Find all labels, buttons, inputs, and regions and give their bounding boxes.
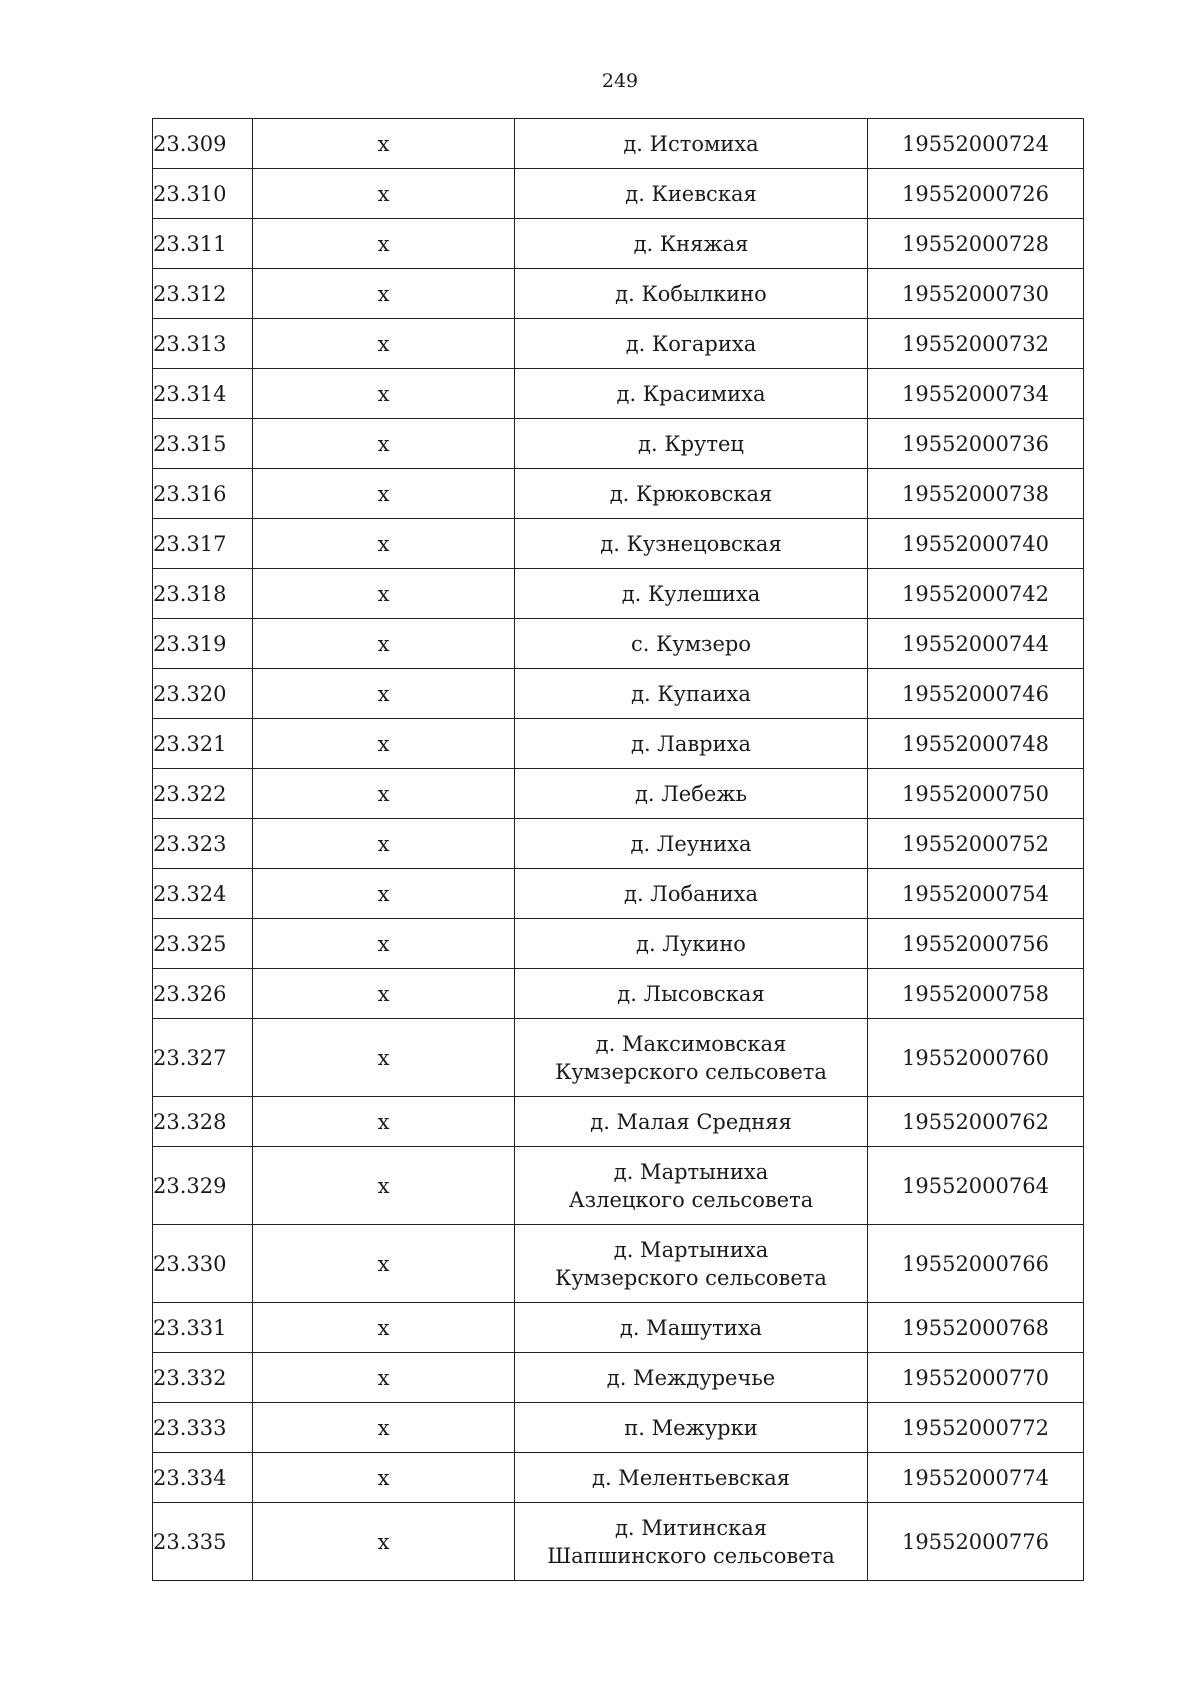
settlement-name-line: д. Максимовская	[595, 1031, 787, 1056]
settlement-name-cell	[515, 1353, 868, 1403]
oktmo-code-cell: 19552000768	[868, 1303, 1084, 1353]
row-number-cell: 23.324	[153, 869, 253, 919]
settlement-name-line: д. Красимиха	[616, 381, 766, 406]
settlement-name-cell	[515, 169, 868, 219]
row-number-cell: 23.318	[153, 569, 253, 619]
mark-cell: x	[253, 219, 515, 269]
settlement-name-cell	[515, 1019, 868, 1097]
row-number-cell: 23.326	[153, 969, 253, 1019]
settlement-name-line: Азлецкого сельсовета	[568, 1187, 814, 1212]
mark-cell: x	[253, 169, 515, 219]
table-row	[153, 1019, 1084, 1097]
row-number-cell: 23.309	[153, 119, 253, 169]
settlement-name-line: д. Купаиха	[631, 681, 751, 706]
row-number-cell: 23.323	[153, 819, 253, 869]
row-number-cell: 23.329	[153, 1147, 253, 1225]
row-number-cell: 23.327	[153, 1019, 253, 1097]
settlement-name-line: с. Кумзеро	[630, 631, 752, 656]
mark-cell: x	[253, 919, 515, 969]
mark-cell: x	[253, 1353, 515, 1403]
mark-cell: x	[253, 819, 515, 869]
mark-cell: x	[253, 1225, 515, 1303]
mark-cell: x	[253, 269, 515, 319]
settlement-name-cell	[515, 819, 868, 869]
settlement-name-cell	[515, 919, 868, 969]
row-number-cell: 23.314	[153, 369, 253, 419]
row-number-cell: 23.310	[153, 169, 253, 219]
settlement-name-line: д. Крюковская	[609, 481, 773, 506]
settlement-name-line: д. Крутец	[638, 431, 744, 456]
mark-cell: x	[253, 719, 515, 769]
settlement-name-line: д. Междуречье	[606, 1365, 776, 1390]
settlement-name-cell	[515, 419, 868, 469]
table-row	[153, 819, 1084, 869]
settlement-name-cell	[515, 319, 868, 369]
oktmo-code-cell: 19552000734	[868, 369, 1084, 419]
oktmo-code-cell: 19552000740	[868, 519, 1084, 569]
settlement-name-cell	[515, 669, 868, 719]
oktmo-code-cell: 19552000762	[868, 1097, 1084, 1147]
table-row	[153, 1403, 1084, 1453]
row-number-cell: 23.321	[153, 719, 253, 769]
oktmo-code-cell: 19552000756	[868, 919, 1084, 969]
settlement-name-line: д. Мелентьевская	[592, 1465, 790, 1490]
oktmo-code-cell: 19552000742	[868, 569, 1084, 619]
settlement-name-cell	[515, 1147, 868, 1225]
settlement-name-cell	[515, 1403, 868, 1453]
settlement-name-cell	[515, 119, 868, 169]
table-row	[153, 519, 1084, 569]
oktmo-code-cell: 19552000772	[868, 1403, 1084, 1453]
table-row	[153, 419, 1084, 469]
table-row	[153, 1147, 1084, 1225]
oktmo-code-cell: 19552000738	[868, 469, 1084, 519]
oktmo-code-cell: 19552000764	[868, 1147, 1084, 1225]
row-number-cell: 23.317	[153, 519, 253, 569]
table-row	[153, 469, 1084, 519]
settlement-name-line: Шапшинского сельсовета	[547, 1543, 835, 1568]
mark-cell: x	[253, 969, 515, 1019]
oktmo-code-cell: 19552000758	[868, 969, 1084, 1019]
mark-cell: x	[253, 1019, 515, 1097]
row-number-cell: 23.316	[153, 469, 253, 519]
settlement-name-line: д. Истомиха	[623, 131, 759, 156]
oktmo-code-cell: 19552000724	[868, 119, 1084, 169]
mark-cell: x	[253, 669, 515, 719]
settlement-name-cell	[515, 269, 868, 319]
settlement-name-cell	[515, 219, 868, 269]
table-row	[153, 769, 1084, 819]
row-number-cell: 23.330	[153, 1225, 253, 1303]
row-number-cell: 23.322	[153, 769, 253, 819]
oktmo-code-cell: 19552000732	[868, 319, 1084, 369]
settlement-name-line: д. Митинская	[614, 1515, 768, 1540]
settlement-name-line: д. Лавриха	[631, 731, 751, 756]
settlement-name-cell	[515, 1097, 868, 1147]
settlement-name-cell	[515, 369, 868, 419]
table-body	[153, 119, 1084, 1581]
row-number-cell: 23.313	[153, 319, 253, 369]
settlement-name-line: д. Кулешиха	[621, 581, 761, 606]
settlement-name-line: д. Малая Средняя	[590, 1109, 792, 1134]
row-number-cell: 23.312	[153, 269, 253, 319]
settlement-name-cell	[515, 469, 868, 519]
settlement-name-line: Кумзерского сельсовета	[555, 1265, 827, 1290]
mark-cell: x	[253, 1147, 515, 1225]
table-row	[153, 919, 1084, 969]
mark-cell: x	[253, 319, 515, 369]
oktmo-code-cell: 19552000752	[868, 819, 1084, 869]
row-number-cell: 23.333	[153, 1403, 253, 1453]
row-number-cell: 23.334	[153, 1453, 253, 1503]
page-number: 249	[601, 70, 639, 92]
settlement-name-cell	[515, 769, 868, 819]
table-row	[153, 169, 1084, 219]
mark-cell: x	[253, 469, 515, 519]
settlement-name-line: Кумзерского сельсовета	[555, 1059, 827, 1084]
settlement-name-line: д. Кузнецовская	[600, 531, 782, 556]
oktmo-code-cell: 19552000748	[868, 719, 1084, 769]
oktmo-code-cell: 19552000774	[868, 1453, 1084, 1503]
settlement-name-line: д. Лысовская	[617, 981, 765, 1006]
settlement-name-line: д. Лобаниха	[624, 881, 758, 906]
settlement-name-line: д. Когариха	[625, 331, 757, 356]
settlement-name-cell	[515, 969, 868, 1019]
mark-cell: x	[253, 419, 515, 469]
oktmo-code-cell: 19552000730	[868, 269, 1084, 319]
mark-cell: x	[253, 619, 515, 669]
settlement-name-line: д. Киевская	[625, 181, 757, 206]
table-row	[153, 619, 1084, 669]
row-number-cell: 23.325	[153, 919, 253, 969]
settlement-name-line: д. Мартыниха	[613, 1159, 769, 1184]
row-number-cell: 23.315	[153, 419, 253, 469]
oktmo-code-cell: 19552000746	[868, 669, 1084, 719]
oktmo-code-cell: 19552000760	[868, 1019, 1084, 1097]
settlement-name-line: п. Межурки	[624, 1415, 758, 1440]
table-row	[153, 1453, 1084, 1503]
row-number-cell: 23.328	[153, 1097, 253, 1147]
mark-cell: x	[253, 569, 515, 619]
table-row	[153, 219, 1084, 269]
table-row	[153, 1503, 1084, 1581]
table-row	[153, 869, 1084, 919]
settlement-name-cell	[515, 569, 868, 619]
row-number-cell: 23.320	[153, 669, 253, 719]
mark-cell: x	[253, 1303, 515, 1353]
oktmo-code-cell: 19552000728	[868, 219, 1084, 269]
table-row	[153, 369, 1084, 419]
table-row	[153, 1225, 1084, 1303]
table-row	[153, 569, 1084, 619]
settlement-name-line: д. Леуниха	[630, 831, 752, 856]
mark-cell: x	[253, 1453, 515, 1503]
table-row	[153, 1097, 1084, 1147]
table-row	[153, 969, 1084, 1019]
table-row	[153, 119, 1084, 169]
settlement-name-line: д. Лукино	[636, 931, 746, 956]
settlement-name-cell	[515, 869, 868, 919]
mark-cell: x	[253, 519, 515, 569]
settlement-name-line: д. Машутиха	[619, 1315, 763, 1340]
oktmo-code-cell: 19552000750	[868, 769, 1084, 819]
settlement-name-cell	[515, 719, 868, 769]
oktmo-code-cell: 19552000726	[868, 169, 1084, 219]
settlements-table	[152, 118, 1084, 1581]
table-row	[153, 269, 1084, 319]
settlement-name-line: д. Мартыниха	[613, 1237, 769, 1262]
settlement-name-cell	[515, 1225, 868, 1303]
settlement-name-line: д. Кобылкино	[615, 281, 767, 306]
settlement-name-cell	[515, 619, 868, 669]
table-row	[153, 319, 1084, 369]
mark-cell: x	[253, 119, 515, 169]
mark-cell: x	[253, 1097, 515, 1147]
table-row	[153, 1303, 1084, 1353]
mark-cell: x	[253, 869, 515, 919]
row-number-cell: 23.332	[153, 1353, 253, 1403]
oktmo-code-cell: 19552000766	[868, 1225, 1084, 1303]
table-row	[153, 669, 1084, 719]
settlement-name-cell	[515, 519, 868, 569]
table-row	[153, 1353, 1084, 1403]
oktmo-code-cell: 19552000736	[868, 419, 1084, 469]
table-row	[153, 719, 1084, 769]
settlement-name-line: д. Княжая	[633, 231, 749, 256]
row-number-cell: 23.335	[153, 1503, 253, 1581]
row-number-cell: 23.331	[153, 1303, 253, 1353]
settlement-name-cell	[515, 1503, 868, 1581]
row-number-cell: 23.319	[153, 619, 253, 669]
oktmo-code-cell: 19552000754	[868, 869, 1084, 919]
oktmo-code-cell: 19552000776	[868, 1503, 1084, 1581]
oktmo-code-cell: 19552000770	[868, 1353, 1084, 1403]
row-number-cell: 23.311	[153, 219, 253, 269]
settlement-name-line: д. Лебежь	[634, 781, 748, 806]
mark-cell: x	[253, 369, 515, 419]
settlement-name-cell	[515, 1453, 868, 1503]
settlement-name-cell	[515, 1303, 868, 1353]
mark-cell: x	[253, 1503, 515, 1581]
mark-cell: x	[253, 769, 515, 819]
oktmo-code-cell: 19552000744	[868, 619, 1084, 669]
mark-cell: x	[253, 1403, 515, 1453]
